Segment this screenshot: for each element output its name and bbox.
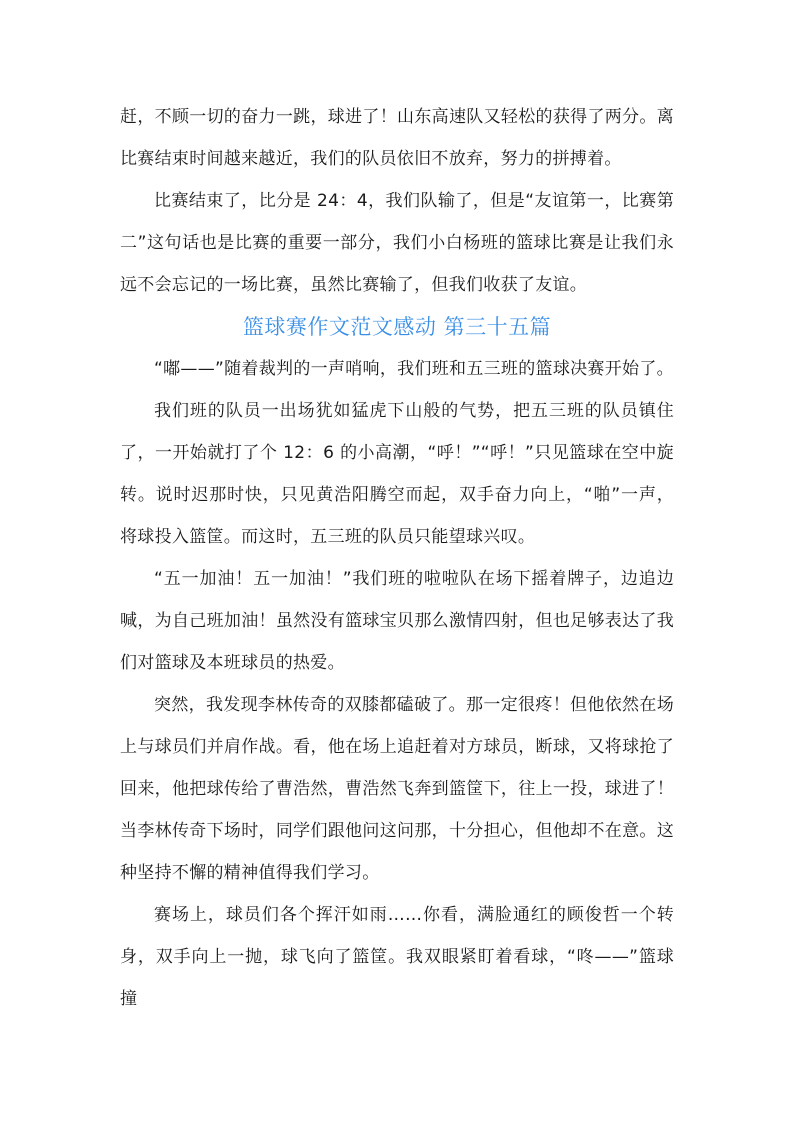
document-body	[120, 96, 674, 1020]
section-title: 篮球赛作文范文感动 第三十五篇	[242, 315, 552, 339]
paragraph-team-entrance: 我们班的队员一出场犹如猛虎下山般的气势，把五三班的队员镇住了，一开始就打了个 12：6 的小高潮，“呼！”“呼！”只见篮球在空中旋转。说时迟那时快，只见黄浩阳腾空而起，双手奋力向上，“啪”一声，将球投入篮筐。而这时，五三班的队员只能望球兴叹。	[120, 401, 674, 547]
paragraph-injured-player: 突然，我发现李林传奇的双膝都磕破了。那一定很疼！但他依然在场上与球员们并肩作战。看，他在场上追赶着对方球员，断球，又将球抢了回来，他把球传给了曹浩然，曹浩然飞奔到篮筐下，往上一投，球进了！当李林传奇下场时，同学们跟他问这问那，十分担心，但他却不在意。这种坚持不懈的精神值得我们学习。	[120, 695, 674, 883]
paragraph-match-result: 比赛结束了，比分是 24：4，我们队输了，但是“友谊第一，比赛第二”这句话也是比赛的重要一部分，我们小白杨班的篮球比赛是让我们永远不会忘记的一场比赛，虽然比赛输了，但我们收获了友谊。	[120, 191, 674, 295]
paragraph-continuation: 赶，不顾一切的奋力一跳，球进了！山东高速队又轻松的获得了两分。离比赛结束时间越来越近，我们的队员依旧不放弃，努力的拼搏着。	[120, 107, 674, 169]
paragraph-cheering: “五一加油！五一加油！”我们班的啦啦队在场下摇着牌子，边追边喊，为自己班加油！虽然没有篮球宝贝那么激情四射，但也足够表达了我们对篮球及本班球员的热爱。	[120, 569, 674, 673]
paragraph-whistle: “嘟——”随着裁判的一声哨响，我们班和五三班的篮球决赛开始了。	[154, 359, 674, 379]
paragraph-court-action: 赛场上，球员们各个挥汗如雨……你看，满脸通红的顾俊哲一个转身，双手向上一抛，球飞向了篮筐。我双眼紧盯着看球，“咚——”篮球撞	[120, 905, 674, 1009]
